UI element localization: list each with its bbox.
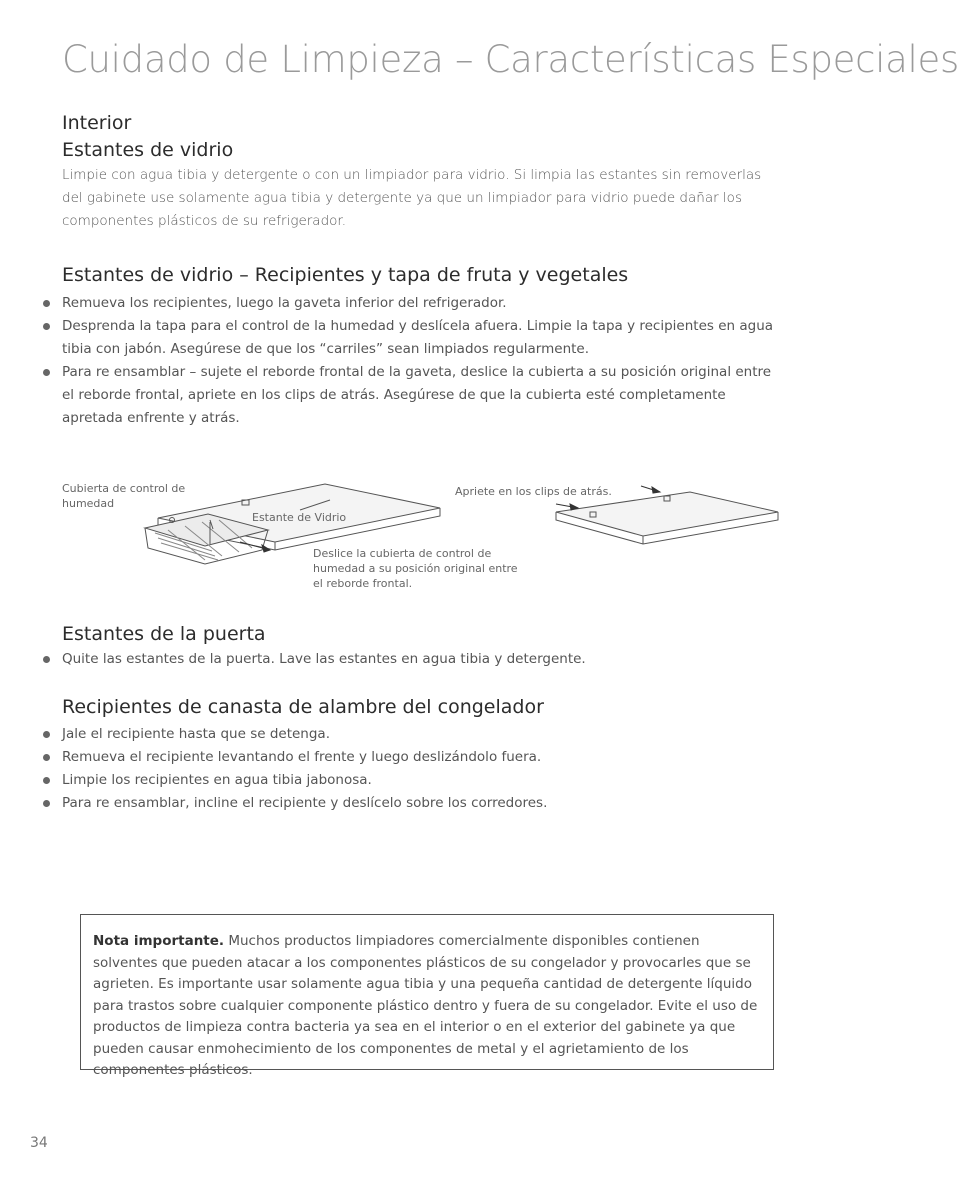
door-shelves-bullet-list	[40, 648, 785, 671]
bullet-icon	[43, 656, 50, 663]
bullet-icon	[43, 754, 50, 761]
crisper-bullet-list	[40, 292, 785, 430]
page-title: Cuidado de Limpieza – Características Especiales	[62, 38, 959, 81]
freezer-baskets-bullet-list	[40, 723, 785, 815]
important-note-box	[80, 914, 774, 1078]
bullet-text: Para re ensamblar – sujete el reborde frontal de la gaveta, deslice la cubierta a su posición original entre el reborde frontal, apriete en los clips de atrás. Asegúrese de que la cubierta esté completamente apretada enfrente y atrás.	[62, 364, 772, 426]
bullet-icon	[43, 369, 50, 376]
glass-shelf-label: Estante de Vidrio	[252, 511, 347, 524]
crisper-heading: Estantes de vidrio – Recipientes y tapa de fruta y vegetales	[62, 264, 629, 286]
bullet-icon	[43, 777, 50, 784]
bullet-text: Desprenda la tapa para el control de la humedad y deslícela afuera. Limpie la tapa y recipientes en agua tibia con jabón. Asegúrese de que los “carriles” sean limpiados regularmente.	[62, 318, 774, 357]
slide-cover-label: Deslice la cubierta de control de humedad a su posición original entre el reborde frontal.	[313, 547, 518, 590]
bullet-text: Remueva los recipientes, luego la gaveta inferior del refrigerador.	[62, 295, 507, 311]
bullet-text: Remueva el recipiente levantando el frente y luego deslizándolo fuera.	[62, 749, 542, 765]
list-item	[40, 792, 785, 815]
bullet-text: Para re ensamblar, incline el recipiente y deslícelo sobre los corredores.	[62, 795, 548, 811]
glass-shelves-heading: Estantes de vidrio	[62, 139, 234, 161]
list-item	[40, 361, 785, 430]
door-shelves-heading: Estantes de la puerta	[62, 623, 266, 645]
important-note-lead: Nota importante.	[93, 933, 225, 949]
back-clips-label: Apriete en los clips de atrás.	[455, 485, 612, 498]
list-item	[40, 648, 785, 671]
bullet-text: Quite las estantes de la puerta. Lave las estantes en agua tibia y detergente.	[62, 651, 586, 667]
list-item	[40, 723, 785, 746]
humidity-cover-label: Cubierta de control de humedad	[62, 482, 186, 510]
list-item	[40, 746, 785, 769]
section-heading-interior: Interior	[62, 112, 132, 134]
bullet-icon	[43, 300, 50, 307]
bullet-icon	[43, 731, 50, 738]
important-note-body: Muchos productos limpiadores comercialmente disponibles contienen solventes que pueden atacar a los componentes plásticos de su congelador y provocarles que se agrieten. Es importante usar solamente agua tibia y una pequeña cantidad de detergente líquido para trastos sobre cualquier componente plástico dentro y fuera de su congelador. Evite el uso de productos de limpieza contra bacteria ya sea en el interior o en el exterior del gabinete ya que pueden causar enmohecimiento de los componentes de metal y el agrietamiento de los componentes plásticos.	[93, 933, 758, 1078]
important-note-text	[93, 931, 761, 1082]
list-item	[40, 292, 785, 315]
page-number: 34	[30, 1135, 48, 1151]
bullet-icon	[43, 800, 50, 807]
bullet-text: Limpie los recipientes en agua tibia jabonosa.	[62, 772, 372, 788]
list-item	[40, 769, 785, 792]
bullet-icon	[43, 323, 50, 330]
bullet-text: Jale el recipiente hasta que se detenga.	[62, 726, 330, 742]
glass-shelves-text: Limpie con agua tibia y detergente o con un limpiador para vidrio. Si limpia las estantes sin removerlas del gabinete use solamente agua tibia y detergente ya que un limpiador para vidrio puede dañar los componentes plásticos de su refrigerador.	[62, 167, 762, 229]
freezer-baskets-heading: Recipientes de canasta de alambre del congelador	[62, 696, 544, 718]
list-item	[40, 315, 785, 361]
